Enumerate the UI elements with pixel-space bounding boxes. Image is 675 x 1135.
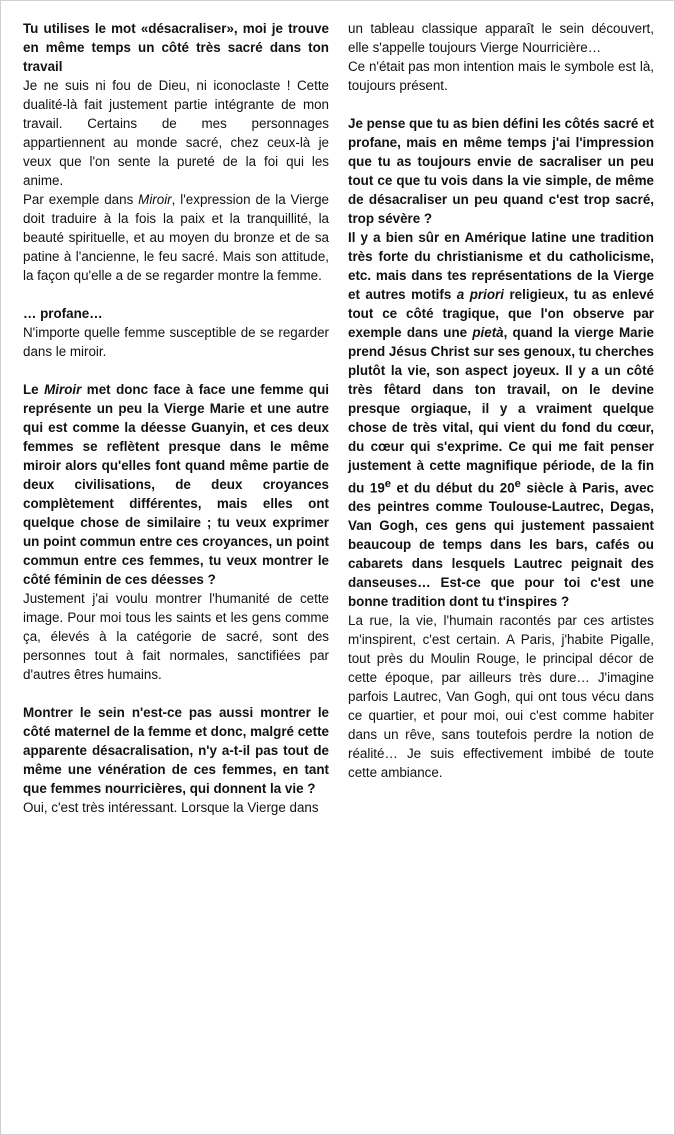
answer-text: Je ne suis ni fou de Dieu, ni iconoclaste ! Cette dualité-là fait justement partie intégrante de mon travail. Certains de mes personnages appartiennent au monde sacré, chez ceux-là je veux que l'on sente la pureté de la foi qui les anime.: [23, 78, 329, 188]
answer-text: Ce n'était pas mon intention mais le symbole est là, toujours présent.: [348, 59, 654, 93]
right-column: [348, 19, 654, 782]
answer-text: Oui, c'est très intéressant. Lorsque la Vierge dans: [23, 800, 319, 815]
question-text: … profane…: [23, 306, 103, 321]
answer-text: La rue, la vie, l'humain racontés par ces artistes m'inspirent, c'est certain. A Paris, j'habite Pigalle, tout près du Moulin Rouge, le principal décor de cette époque, par ailleurs très dure… J'imagine parfois Lautrec, Van Gogh, qui ont tous vécu dans ce quartier, et pour moi, oui c'est comme habiter dans un rêve, sans toutefois perdre la notion de réalité… Je suis effectivement imbibé de toute cette ambiance.: [348, 613, 654, 781]
left-column: [23, 19, 329, 817]
question-amerique-latine: [348, 228, 654, 611]
ordinal-superscript: e: [384, 478, 392, 490]
ordinal-superscript: e: [514, 478, 521, 490]
answer-humanite: [23, 589, 329, 684]
title-miroir: Miroir: [44, 382, 82, 397]
answer-text: Par exemple dans: [23, 192, 139, 207]
answer-vierge-start: [23, 798, 329, 817]
term-a-priori: a priori: [456, 287, 504, 302]
question-miroir-guanyin: [23, 380, 329, 589]
question-text: religieux, tu as enlevé tout ce côté tragique, que l'on observe par exemple dans une: [348, 287, 654, 340]
answer-miroir-example: [23, 190, 329, 285]
answer-dualite: [23, 76, 329, 190]
title-miroir: Miroir: [138, 192, 172, 207]
question-desacraliser: [23, 19, 329, 76]
question-sein-maternel: [23, 703, 329, 798]
question-text: Je pense que tu as bien défini les côtés sacré et profane, mais en même temps j'ai l'impression que tu as toujours envie de sacraliser un peu tout ce que tu vois dans la vie simple, de même de désacraliser un peu quand c'est trop sacré, trop sévère ?: [348, 116, 654, 226]
answer-vierge-continued: [348, 19, 654, 57]
answer-text: N'importe quelle femme susceptible de se regarder dans le miroir.: [23, 325, 329, 359]
question-text: et du début du 20: [391, 480, 515, 496]
question-text: Tu utilises le mot «désacraliser», moi je trouve en même temps un côté très sacré dans ton travail: [23, 21, 329, 74]
answer-text: , l'expression de la Vierge doit traduire à la fois la paix et la tranquillité, la beauté spirituelle, et au moyen du bronze et de sa patine à l'ancienne, le feu sacré. Mais son attitude, la façon qu'elle a de se regarder montre la femme.: [23, 192, 330, 283]
question-text: Il y a bien sûr en Amérique latine une tradition très forte du christianisme et du catholicisme, etc. mais dans tes représentations de la Vierge et autres motifs: [348, 230, 654, 302]
question-text: Le: [23, 382, 45, 397]
question-text: siècle à Paris, avec des peintres comme Toulouse-Lautrec, Degas, Van Gogh, ces gens qui justement passaient beaucoup de temps dans les bars, cafés ou cabarets dans lesquels Lautrec peignait des danseuses… Est-ce que pour toi c'est une bonne tradition dont tu t'inspires ?: [348, 480, 654, 610]
answer-symbole: [348, 57, 654, 95]
question-profane: [23, 304, 329, 323]
answer-profane: [23, 323, 329, 361]
question-sacraliser: [348, 114, 654, 228]
answer-text: un tableau classique apparaît le sein découvert, elle s'appelle toujours Vierge Nourricière…: [348, 21, 654, 55]
question-text: , quand la vierge Marie prend Jésus Christ sur ses genoux, tu cherches plutôt la vie, son aspect joyeux. Il y a un côté très fêtard dans ton travail, on le devine presque orgiaque, il y a vraiment quelque chose de très vital, qui vient du fond du cœur, du cœur qui s'exprime. Ce qui me fait penser justement à cette magnifique période, de la fin du 19: [348, 325, 654, 496]
term-pieta: pietà: [472, 325, 504, 340]
answer-text: Justement j'ai voulu montrer l'humanité de cette image. Pour moi tous les saints et les gens comme ça, élevés à la catégorie de sacré, sont des personnes tout à fait normales, sanctifiées par d'autres êtres humains.: [23, 591, 329, 682]
answer-pigalle: [348, 611, 654, 782]
question-text: met donc face à face une femme qui représente un peu la Vierge Marie et une autre qui est comme la déesse Guanyin, et ces deux femmes se reflètent presque dans le même miroir alors qu'elles font quand même partie de deux civilisations, de deux croyances complètement différentes, mais elles ont quelque chose de similaire ; tu veux exprimer un point commun entre ces croyances, un point commun entre ces femmes, tu veux montrer le côté féminin de ces déesses ?: [23, 382, 329, 587]
question-text: Montrer le sein n'est-ce pas aussi montrer le côté maternel de la femme et donc, malgré cette apparente désacralisation, n'y a-t-il pas tout de même une vénération de ces femmes, en tant que femmes nourricières, qui donnent la vie ?: [23, 705, 329, 796]
